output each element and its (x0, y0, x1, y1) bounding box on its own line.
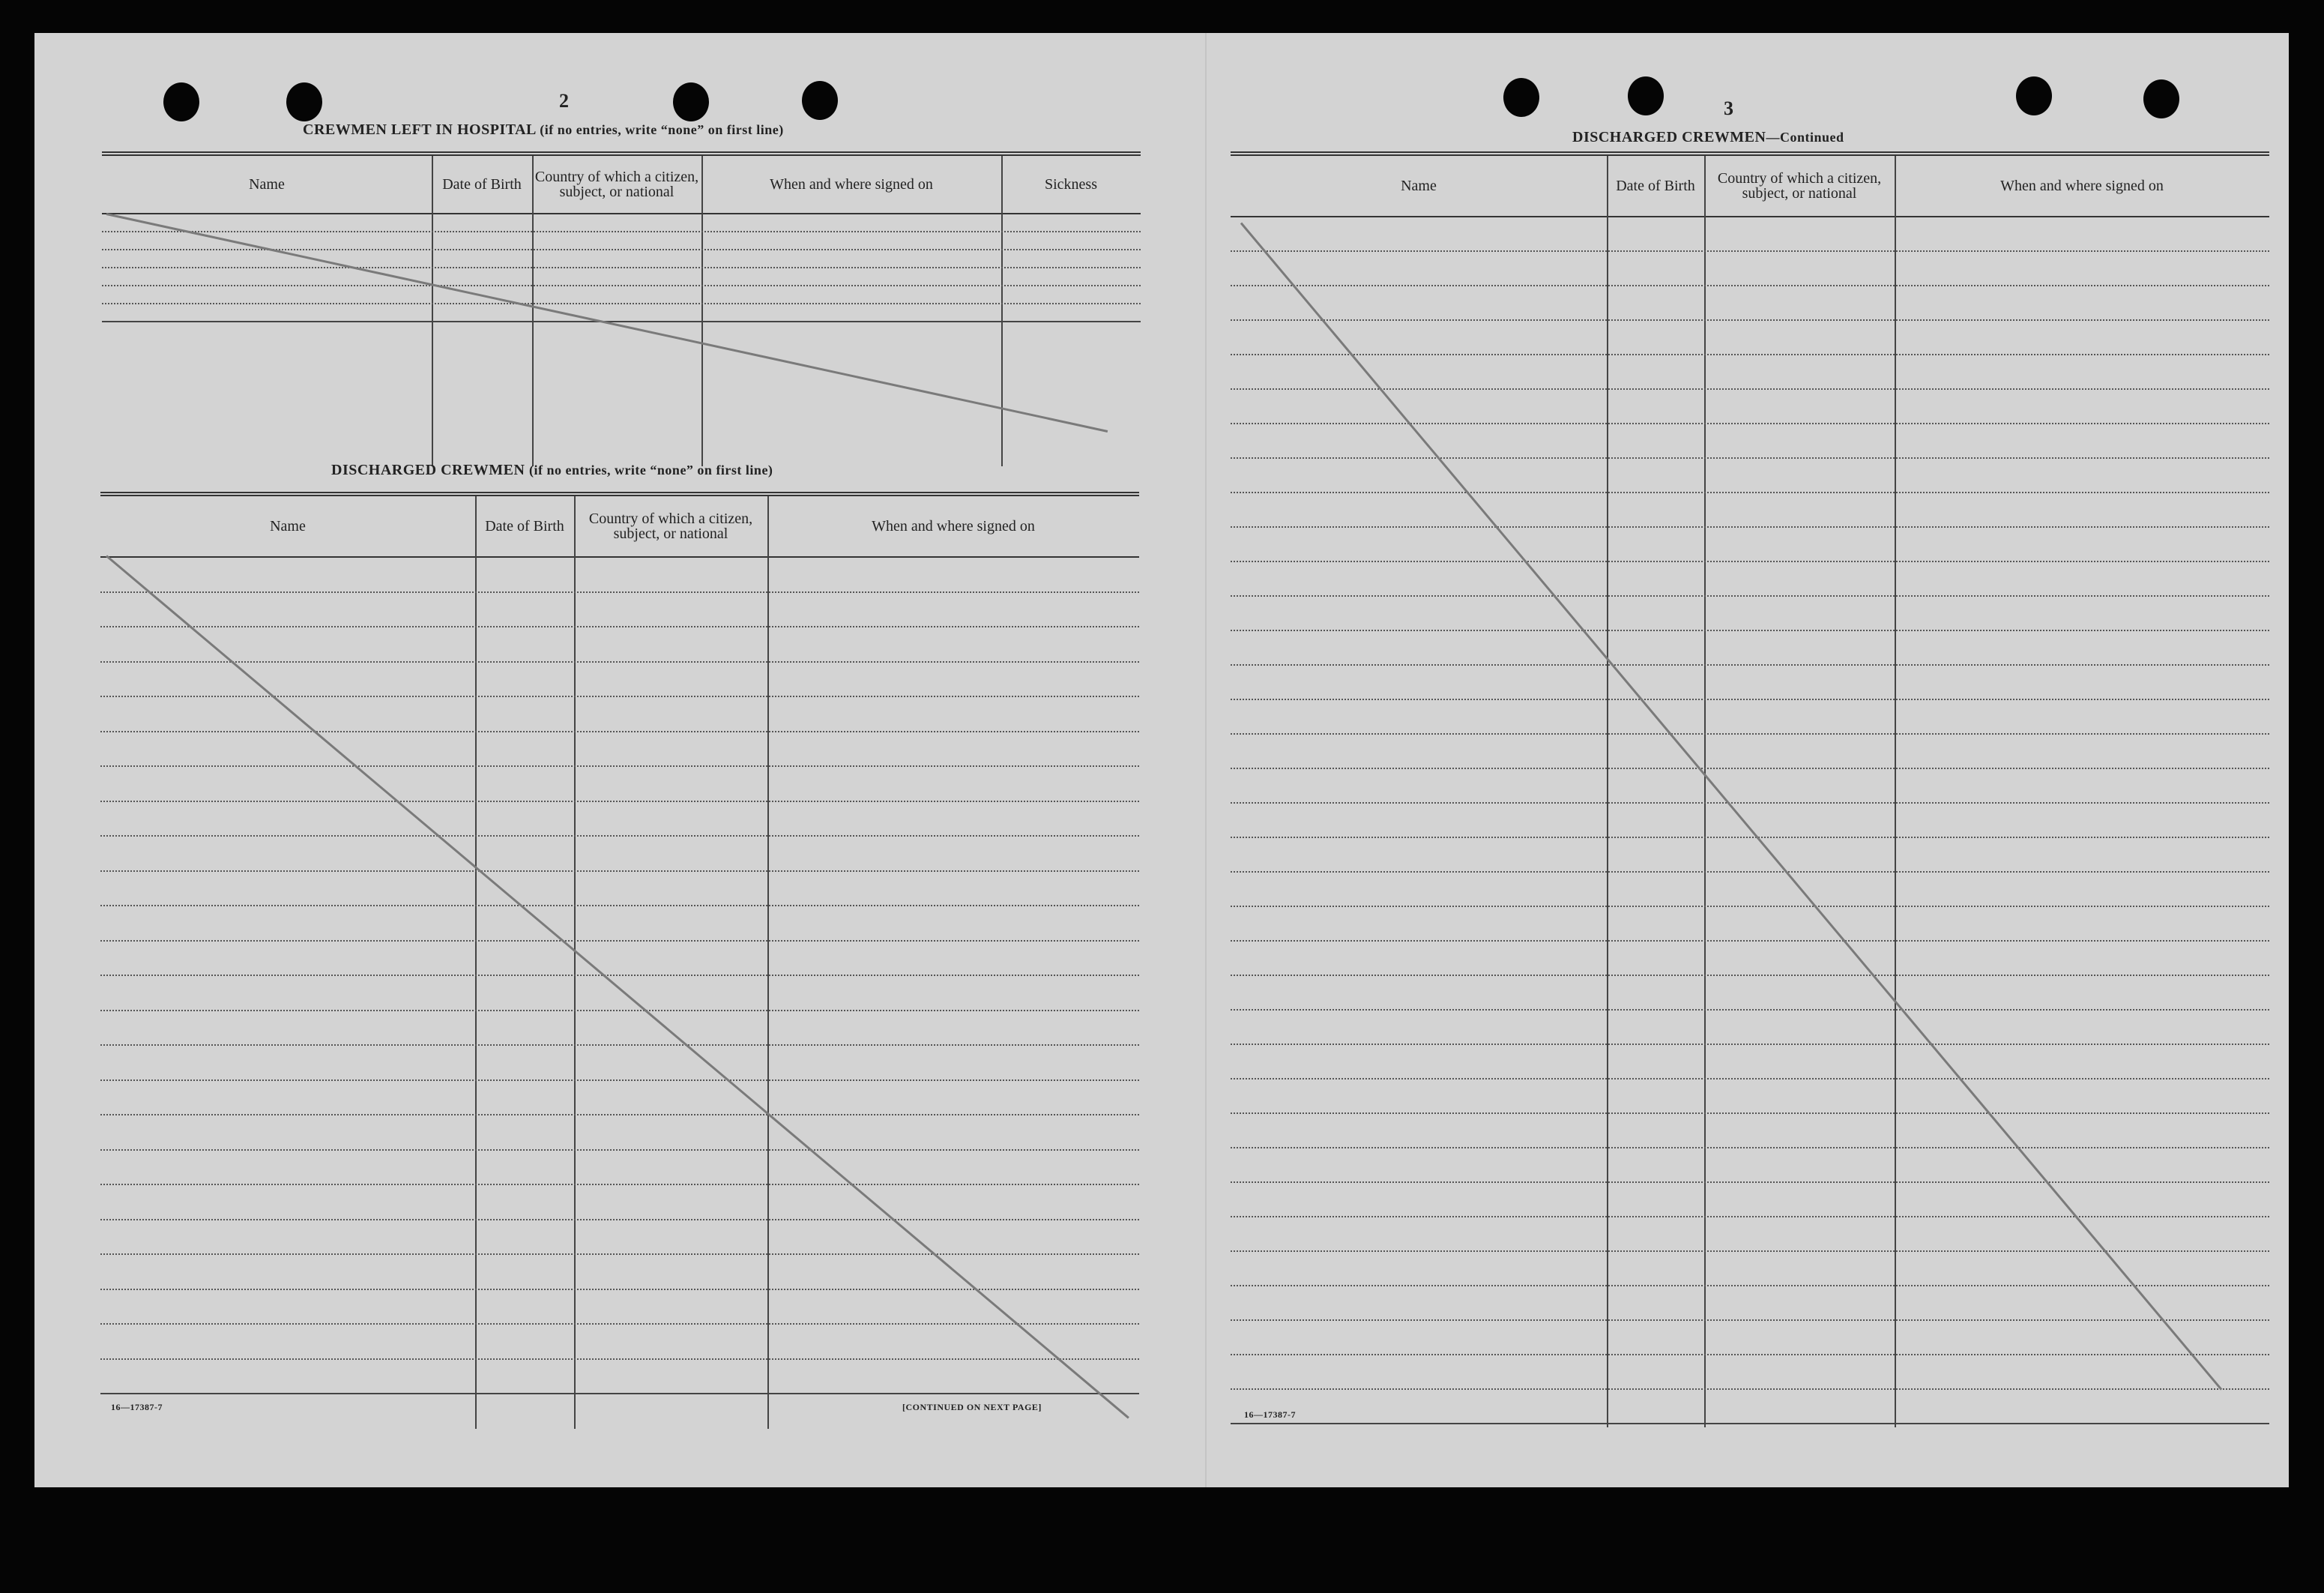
table-row (1231, 1044, 2269, 1045)
discharged-continued-title (1572, 129, 1844, 146)
table-row (1231, 1354, 2269, 1355)
table-row (100, 975, 1139, 976)
table-row (1231, 1319, 2269, 1321)
table-row (100, 835, 1139, 837)
table-row (100, 1114, 1139, 1115)
table-row (100, 1149, 1139, 1151)
column-divider (1704, 156, 1706, 1427)
column-header: Country of which a citizen, subject, or national (534, 169, 699, 200)
column-header: Date of Birth (1616, 178, 1695, 194)
punch-hole (286, 82, 322, 121)
table-row (1231, 871, 2269, 873)
column-header: When and where signed on (770, 176, 933, 193)
table-row (1231, 1147, 2269, 1148)
hospital-table (102, 151, 1141, 466)
table-row (1231, 664, 2269, 666)
column-divider (701, 156, 703, 466)
table-row (1231, 457, 2269, 459)
table-row (1231, 561, 2269, 562)
punch-hole (163, 82, 199, 121)
document-sheet (34, 33, 2289, 1487)
column-header: Country of which a citizen, subject, or national (1717, 170, 1882, 202)
hospital-title-text: CREWMEN LEFT IN HOSPITAL (303, 121, 536, 138)
continued-suffix: —Continued (1766, 130, 1844, 145)
table-row (1231, 630, 2269, 631)
table-row (100, 1010, 1139, 1011)
column-header: When and where signed on (872, 518, 1035, 534)
table-row (1231, 906, 2269, 907)
table-row (100, 1253, 1139, 1255)
table-row (1231, 1112, 2269, 1114)
table-row (102, 267, 1141, 268)
table-header-rule (102, 213, 1141, 214)
punch-hole (673, 82, 709, 121)
table-row (1231, 1078, 2269, 1079)
table-row (1231, 526, 2269, 528)
table-row (100, 905, 1139, 906)
table-row (102, 285, 1141, 286)
table-row (1231, 733, 2269, 735)
discharged-continued-title-text: DISCHARGED CREWMEN (1572, 129, 1766, 145)
table-row (1231, 768, 2269, 769)
hospital-instruction: (if no entries, write “none” on first line) (540, 122, 784, 137)
table-row (100, 1323, 1139, 1325)
column-divider (1607, 156, 1608, 1427)
table-row (1231, 1250, 2269, 1252)
column-divider (432, 156, 433, 466)
table-row (100, 1358, 1139, 1360)
form-number: 16—17387-7 (111, 1402, 163, 1412)
discharged-table (100, 492, 1139, 1429)
table-row (1231, 940, 2269, 942)
table-row (100, 1289, 1139, 1290)
page-fold (1205, 33, 1207, 1487)
table-row (100, 1184, 1139, 1185)
table-row (100, 765, 1139, 767)
table-row (1231, 595, 2269, 597)
punch-hole (1503, 78, 1539, 117)
column-header: Date of Birth (485, 518, 564, 534)
table-row (1231, 492, 2269, 493)
discharged-continued-table (1231, 151, 2269, 1427)
table-row (102, 231, 1141, 232)
column-header: Name (1401, 178, 1437, 194)
table-row (1231, 250, 2269, 252)
table-row (100, 626, 1139, 627)
page-number: 2 (559, 90, 569, 112)
punch-hole (1628, 76, 1664, 115)
table-row (1231, 1009, 2269, 1011)
table-row (1231, 1181, 2269, 1183)
table-row (102, 249, 1141, 250)
table-row (1231, 699, 2269, 700)
table-row (100, 1219, 1139, 1220)
table-row (1231, 837, 2269, 838)
table-row (1231, 1285, 2269, 1286)
table-row (102, 321, 1141, 322)
table-row (100, 1079, 1139, 1081)
column-header: Name (249, 176, 285, 193)
column-header: Name (270, 518, 306, 534)
table-row (1231, 319, 2269, 321)
table-row (1231, 1423, 2269, 1424)
table-header-rule (1231, 216, 2269, 217)
table-row (102, 303, 1141, 304)
table-row (1231, 975, 2269, 976)
column-header: Date of Birth (442, 176, 522, 193)
page-number: 3 (1724, 97, 1733, 119)
form-number: 16—17387-7 (1244, 1409, 1296, 1420)
punch-hole (802, 81, 838, 120)
table-row (100, 1393, 1139, 1394)
table-row (100, 1044, 1139, 1046)
table-header-rule (100, 556, 1139, 558)
table-row (1231, 1388, 2269, 1390)
discharged-instruction: (if no entries, write “none” on first line) (528, 463, 773, 478)
punch-hole (2016, 76, 2052, 115)
table-row (1231, 1216, 2269, 1217)
column-header: Sickness (1045, 176, 1097, 193)
discharged-section-title (331, 462, 773, 479)
table-row (100, 591, 1139, 593)
column-header: When and where signed on (2000, 178, 2164, 194)
hospital-section-title (303, 121, 784, 139)
table-row (100, 870, 1139, 872)
table-row (100, 696, 1139, 697)
column-divider (532, 156, 534, 466)
table-row (100, 801, 1139, 802)
punch-hole (2143, 79, 2179, 118)
discharged-title-text: DISCHARGED CREWMEN (331, 462, 525, 478)
table-row (1231, 388, 2269, 390)
column-header: Country of which a citizen, subject, or national (588, 511, 753, 542)
table-row (1231, 802, 2269, 804)
table-row (100, 731, 1139, 732)
column-divider (1001, 156, 1003, 466)
table-row (1231, 423, 2269, 424)
table-row (100, 940, 1139, 942)
table-row (100, 661, 1139, 663)
table-row (1231, 354, 2269, 355)
table-row (1231, 285, 2269, 286)
continued-note: [CONTINUED ON NEXT PAGE] (902, 1402, 1042, 1412)
column-divider (1895, 156, 1896, 1427)
